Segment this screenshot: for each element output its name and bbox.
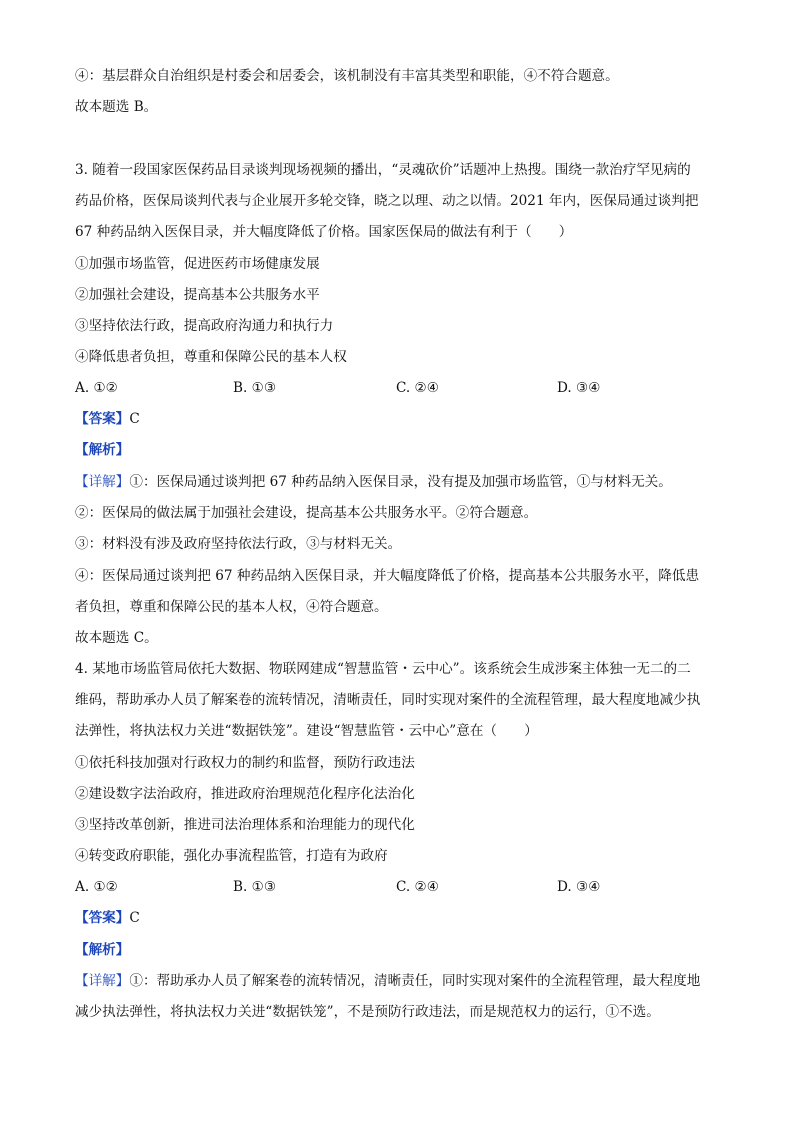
question-4-stem-line: 维码，帮助承办人员了解案卷的流转情况，清晰责任，同时实现对案件的全流程管理，最大程度地减少执 <box>75 692 701 708</box>
question-4-analysis-label <box>75 940 129 960</box>
question-3-option-c: C. ②④ <box>396 380 439 396</box>
question-4-option-a: A. ①② <box>75 879 118 895</box>
question-3-analysis-label <box>75 440 129 460</box>
question-3-statement: ③坚持依法行政，提高政府沟通力和执行力 <box>75 318 334 334</box>
answer-label: 【答案】 <box>75 411 130 427</box>
question-4-answer <box>75 908 140 928</box>
question-3-detail-line: 者负担，尊重和保障公民的基本人权，④符合题意。 <box>75 599 388 615</box>
question-4-statement: ③坚持改革创新，推进司法治理体系和治理能力的现代化 <box>75 817 415 833</box>
detail-label: 【详解】 <box>75 973 130 989</box>
text-line: ④：基层群众自治组织是村委会和居委会，该机制没有丰富其类型和职能，④不符合题意。 <box>75 68 619 84</box>
question-4-option-c: C. ②④ <box>396 879 439 895</box>
question-3-stem-line: 3. 随着一段国家医保药品目录谈判现场视频的播出，“灵魂砍价”话题冲上热搜。围绕一款治疗罕见病的 <box>75 162 691 178</box>
question-3-statement: ②加强社会建设，提高基本公共服务水平 <box>75 287 320 303</box>
answer-label: 【答案】 <box>75 910 130 926</box>
question-4-statement: ②建设数字法治政府，推进政府治理规范化程序化法治化 <box>75 786 415 802</box>
analysis-label: 【解析】 <box>75 942 130 958</box>
question-3-option-b: B. ①③ <box>233 380 277 396</box>
question-4-detail-line <box>75 971 700 991</box>
question-3-statement: ①加强市场监管，促进医药市场健康发展 <box>75 256 320 272</box>
question-3-option-d: D. ③④ <box>557 380 601 396</box>
question-3-statement: ④降低患者负担，尊重和保障公民的基本人权 <box>75 349 347 365</box>
question-3-detail-line: ④：医保局通过谈判把 67 种药品纳入医保目录，并大幅度降低了价格，提高基本公共服务水平，降低患 <box>75 568 700 584</box>
detail-text: ①：帮助承办人员了解案卷的流转情况，清晰责任，同时实现对案件的全流程管理，最大程度地 <box>129 973 701 989</box>
answer-value: C <box>129 411 140 427</box>
question-4-option-d: D. ③④ <box>557 879 601 895</box>
conclusion-line: 故本题选 B。 <box>75 99 158 115</box>
answer-value: C <box>129 910 140 926</box>
question-4-detail-line: 减少执法弹性，将执法权力关进“数据铁笼”，不是预防行政违法，而是规范权力的运行，①不选。 <box>75 1004 660 1020</box>
question-3-conclusion: 故本题选 C。 <box>75 630 158 646</box>
question-3-detail-line: ③：材料没有涉及政府坚持依法行政，③与材料无关。 <box>75 536 402 552</box>
question-4-option-b: B. ①③ <box>233 879 277 895</box>
question-3-stem-line: 药品价格，医保局谈判代表与企业展开多轮交锋，晓之以理、动之以情。2021 年内，医保局通过谈判把 <box>75 193 699 209</box>
analysis-label: 【解析】 <box>75 442 130 458</box>
question-3-stem-line: 67 种药品纳入医保目录，并大幅度降低了价格。国家医保局的做法有利于（ ） <box>75 224 573 240</box>
question-4-stem-line: 4. 某地市场监管局依托大数据、物联网建成“智慧监管・云中心”。该系统会生成涉案主体独一无二的二 <box>75 661 691 677</box>
question-3-detail-line: ②：医保局的做法属于加强社会建设，提高基本公共服务水平。②符合题意。 <box>75 505 538 521</box>
question-3-answer <box>75 409 140 429</box>
question-4-statement: ①依托科技加强对行政权力的制约和监督，预防行政违法 <box>75 755 415 771</box>
question-3-option-a: A. ①② <box>75 380 118 396</box>
question-3-detail-line <box>75 472 672 492</box>
detail-text: ①：医保局通过谈判把 67 种药品纳入医保目录，没有提及加强市场监管，①与材料无关。 <box>129 474 672 490</box>
question-4-stem-line: 法弹性，将执法权力关进“数据铁笼”。建设“智慧监管・云中心”意在（ ） <box>75 723 538 739</box>
detail-label: 【详解】 <box>75 474 130 490</box>
question-4-statement: ④转变政府职能，强化办事流程监管，打造有为政府 <box>75 848 388 864</box>
